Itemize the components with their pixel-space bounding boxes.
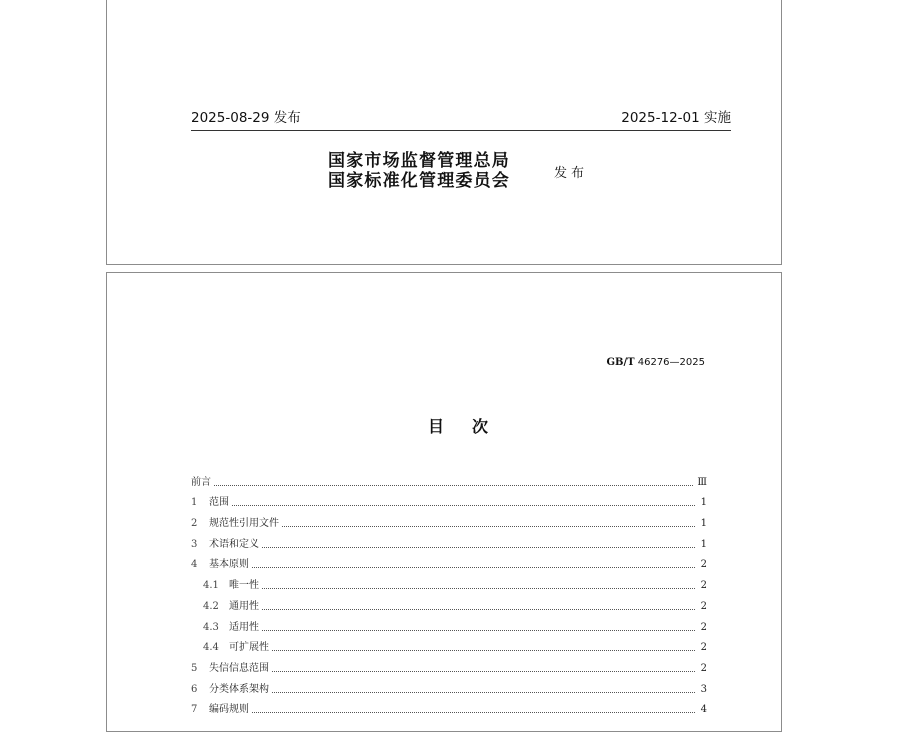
toc-entry-number: 1 <box>191 497 198 509</box>
toc-entry-label: 唯一性 <box>229 580 259 592</box>
toc-leader-dots <box>262 588 695 589</box>
toc-entry-number: 4 <box>191 559 198 571</box>
issuer-samr: 国家市场监督管理总局 <box>328 151 510 171</box>
toc-entry[interactable] <box>191 675 707 696</box>
toc-entry-number: 4.3 <box>203 621 219 633</box>
toc-leader-dots <box>262 547 695 548</box>
issuing-authorities <box>328 151 568 191</box>
date-row <box>191 110 731 131</box>
toc-entry-label: 适用性 <box>229 621 259 633</box>
toc-entry-page: 2 <box>700 600 707 612</box>
toc-entry[interactable] <box>191 592 707 613</box>
toc-entry[interactable] <box>191 696 707 717</box>
toc-entry-page: 2 <box>700 662 707 674</box>
toc-entry-number: 4.2 <box>203 600 219 612</box>
publish-date: 2025-08-29 发布 <box>191 110 301 126</box>
toc-entry[interactable] <box>191 613 707 634</box>
toc-leader-dots <box>232 505 695 506</box>
toc-entry-number: 3 <box>191 538 198 550</box>
toc-entry-label: 通用性 <box>229 600 259 612</box>
toc-entry[interactable] <box>191 530 707 551</box>
toc-entry-number: 7 <box>191 704 198 716</box>
toc-entry[interactable] <box>191 509 707 530</box>
toc-entry-page: 3 <box>700 683 707 695</box>
toc-entry-label: 范围 <box>209 497 229 509</box>
toc-entry-page: 2 <box>700 580 707 592</box>
standard-code-prefix: GB/T <box>606 357 635 368</box>
toc-entry[interactable] <box>191 634 707 655</box>
toc-entry[interactable] <box>191 489 707 510</box>
toc-entry-number: 4.4 <box>203 642 219 654</box>
toc-leader-dots <box>272 692 695 693</box>
toc-entry-number: 6 <box>191 683 198 695</box>
toc-entry-page: 2 <box>700 559 707 571</box>
toc-entry-label: 规范性引用文件 <box>209 518 279 530</box>
toc-leader-dots <box>262 609 695 610</box>
toc-entry-page: 1 <box>700 518 707 530</box>
toc-entry-page: 4 <box>700 704 707 716</box>
toc-entry-label: 分类体系架构 <box>209 683 269 695</box>
toc-leader-dots <box>282 526 695 527</box>
issue-label: 发布 <box>554 166 589 181</box>
toc-leader-dots <box>272 650 695 651</box>
toc-entry-label: 可扩展性 <box>229 642 269 654</box>
toc-entry-page: 1 <box>700 497 707 509</box>
toc-entry-number: 2 <box>191 518 198 530</box>
toc-list <box>191 468 707 716</box>
toc-leader-dots <box>214 485 693 486</box>
toc-entry-page: 1 <box>700 538 707 550</box>
standard-code <box>606 357 705 368</box>
toc-entry-label: 编码规则 <box>209 704 249 716</box>
issuer-sac: 国家标准化管理委员会 <box>328 171 510 191</box>
toc-entry[interactable] <box>191 571 707 592</box>
toc-entry[interactable] <box>191 468 707 489</box>
toc-entry-number: 5 <box>191 662 198 674</box>
implement-date: 2025-12-01 实施 <box>621 110 731 126</box>
toc-leader-dots <box>252 567 695 568</box>
toc-title: 目次 <box>427 417 516 436</box>
toc-entry[interactable] <box>191 654 707 675</box>
toc-entry-label: 前言 <box>191 476 211 488</box>
toc-entry-page: 2 <box>700 621 707 633</box>
toc-entry-page: Ⅲ <box>697 476 707 488</box>
toc-entry-label: 基本原则 <box>209 559 249 571</box>
toc-leader-dots <box>272 671 695 672</box>
toc-page <box>106 272 782 732</box>
toc-entry-label: 失信信息范围 <box>209 662 269 674</box>
cover-page <box>106 0 782 265</box>
toc-leader-dots <box>262 630 695 631</box>
toc-entry-label: 术语和定义 <box>209 538 259 550</box>
standard-code-number: 46276—2025 <box>637 357 705 368</box>
toc-entry-number: 4.1 <box>203 580 219 592</box>
toc-entry[interactable] <box>191 551 707 572</box>
toc-entry-page: 2 <box>700 642 707 654</box>
